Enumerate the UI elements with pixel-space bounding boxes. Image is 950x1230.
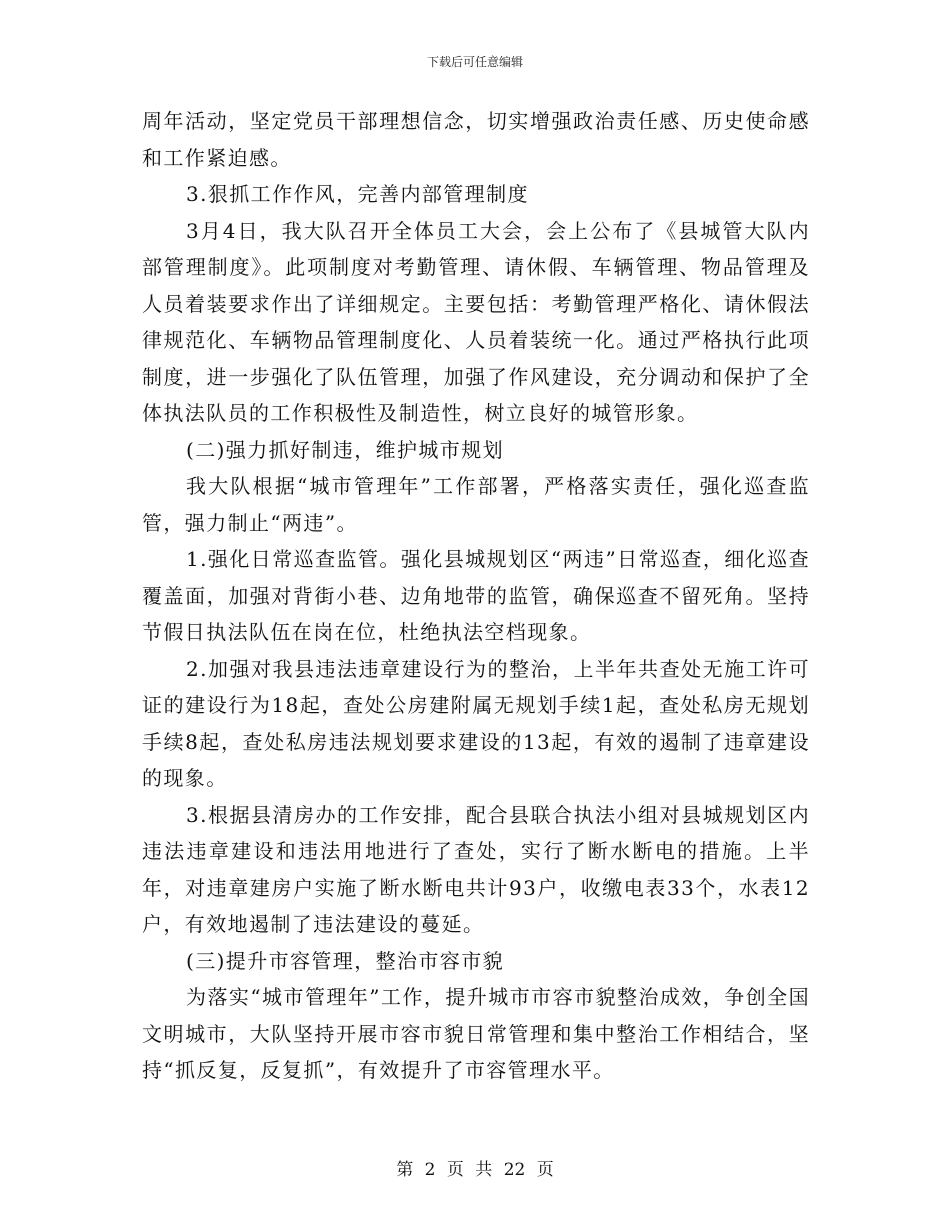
section-heading-3: 3.狠抓工作作风，完善内部管理制度: [186, 182, 529, 206]
document-body: [142, 103, 810, 1089]
paragraph-item-2: 2.加强对我县违法违章建设行为的整治，上半年共查处无施工许可证的建设行为18起，查处公房建附属无规划手续1起，查处私房无规划手续8起，查处私房违法规划要求建设的13起，有效的遏制了违章建设的现象。: [142, 656, 810, 790]
paragraph-management-system: 3月4日，我大队召开全体员工大会，会上公布了《县城管大队内部管理制度》。此项制度对考勤管理、请休假、车辆管理、物品管理及人员着装要求作出了详细规定。主要包括：考勤管理严格化、请休假法律规范化、车辆物品管理制度化、人员着装统一化。通过严格执行此项制度，进一步强化了队伍管理，加强了作风建设，充分调动和保护了全体执法队员的工作积极性及制造性，树立良好的城管形象。: [142, 218, 810, 425]
paragraph-item-1: 1.强化日常巡查监管。强化县城规划区“两违”日常巡查，细化巡查覆盖面，加强对背街小巷、边角地带的监管，确保巡查不留死角。坚持节假日执法队伍在岗在位，杜绝执法空档现象。: [142, 547, 810, 644]
page-header: 下载后可任意编辑: [426, 55, 523, 69]
section-heading-3-cityscape: (三)提升市容管理，整治市容市貌: [186, 948, 505, 973]
paragraph-1: 周年活动，坚定党员干部理想信念，切实增强政治责任感、历史使命感和工作紧迫感。: [142, 109, 810, 170]
paragraph-item-3: 3.根据县清房办的工作安排，配合县联合执法小组对县城规划区内违法违章建设和违法用地进行了查处，实行了断水断电的措施。上半年，对违章建房户实施了断水断电共计93户，收缴电表33个，水表12户，有效地遏制了违法建设的蔓延。: [142, 802, 810, 936]
paragraph-cityscape: 为落实“城市管理年”工作，提升城市市容市貌整治成效，争创全国文明城市，大队坚持开展市容市貌日常管理和集中整治工作相结合，坚持“抓反复，反复抓”，有效提升了市容管理水平。: [142, 985, 810, 1082]
section-heading-2: (二)强力抓好制违，维护城市规划: [186, 437, 505, 462]
paragraph-intro-violations: 我大队根据“城市管理年”工作部署，严格落实责任，强化巡查监管，强力制止“两违”。: [142, 474, 810, 535]
page-footer: 第 2 页 共 22 页: [396, 1160, 554, 1180]
